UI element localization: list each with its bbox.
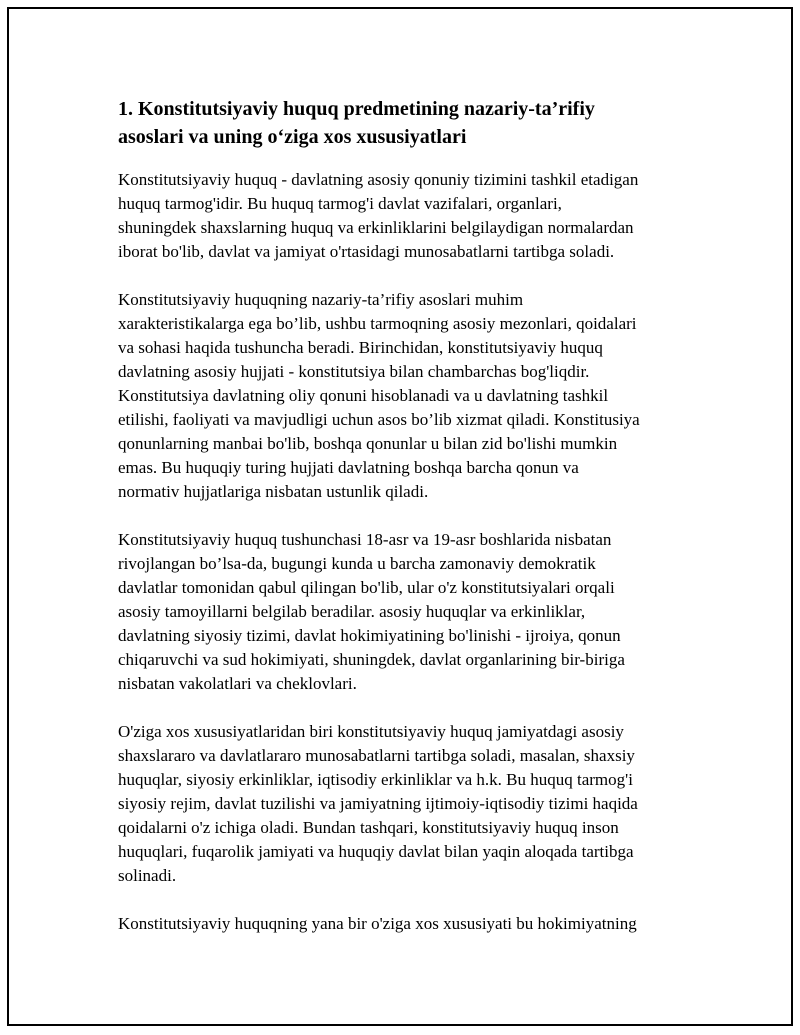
section-title: 1. Konstitutsiyaviy huquq predmetining nazariy-ta’rifiy asoslari va uning o‘ziga xos xususiyatlari: [118, 98, 595, 148]
paragraph-3: Konstitutsiyaviy huquq tushunchasi 18-asr va 19-asr boshlarida nisbatan rivojlangan bo’lsa-da, bugungi kunda u barcha zamonaviy demokratik davlatlar tomonidan qabul qilingan bo'lib, ular o'z konstitutsiyalari orqali asosiy tamoyillarni belgilab beradilar. asosiy huquqlar va erkinliklar, davlatning siyosiy tizimi, davlat hokimiyatining bo'linishi - ijroiya, qonun chiqaruvchi va sud hokimiyati, shuningdek, davlat organlarining bir-biriga nisbatan vakolatlari va cheklovlari.: [118, 530, 625, 693]
paragraph-4: O'ziga xos xususiyatlaridan biri konstitutsiyaviy huquq jamiyatdagi asosiy shaxslararo va davlatlararo munosabatlarni tartibga soladi, masalan, shaxsiy huquqlar, siyosiy erkinliklar, iqtisodiy erkinliklar va h.k. Bu huquq tarmog'i siyosiy rejim, davlat tuzilishi va jamiyatning ijtimoiy-iqtisodiy tizimi haqida qoidalarni o'z ichiga oladi. Bundan tashqari, konstitutsiyaviy huquq inson huquqlari, fuqarolik jamiyati va huquqiy davlat bilan yaqin aloqada tartibga solinadi.: [118, 722, 638, 885]
document-body: [118, 95, 688, 960]
paragraph-5: Konstitutsiyaviy huquqning yana bir o'ziga xos xususiyati bu hokimiyatning: [118, 914, 637, 933]
paragraph-1: Konstitutsiyaviy huquq - davlatning asosiy qonuniy tizimini tashkil etadigan huquq tarmog'idir. Bu huquq tarmog'i davlat vazifalari, organlari, shuningdek shaxslarning huquq va erkinliklarini belgilaydigan normalardan iborat bo'lib, davlat va jamiyat o'rtasidagi munosabatlarni tartibga soladi.: [118, 170, 639, 261]
paragraph-2: Konstitutsiyaviy huquqning nazariy-ta’rifiy asoslari muhim xarakteristikalarga ega bo’lib, ushbu tarmoqning asosiy mezonlari, qoidalari va sohasi haqida tushuncha beradi. Birinchidan, konstitutsiyaviy huquq davlatning asosiy hujjati - konstitutsiya bilan chambarchas bog'liqdir. Konstitutsiya davlatning oliy qonuni hisoblanadi va u davlatning tashkil etilishi, faoliyati va mavjudligi uchun asos bo’lib xizmat qiladi. Konstitusiya qonunlarning manbai bo'lib, boshqa qonunlar u bilan zid bo'lishi mumkin emas. Bu huquqiy turing hujjati davlatning boshqa barcha qonun va normativ hujjatlariga nisbatan ustunlik qiladi.: [118, 290, 640, 501]
